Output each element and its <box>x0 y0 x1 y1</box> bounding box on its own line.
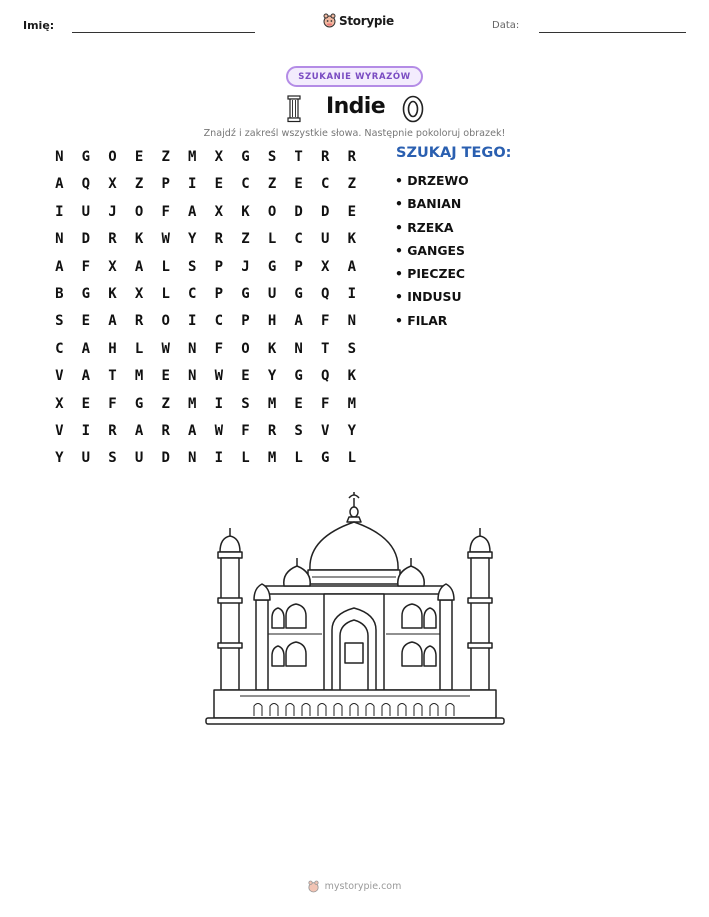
grid-letter[interactable]: Q <box>321 285 330 302</box>
instructions-text: Znajdź i zakreśl wszystkie słowa. Następnie pokoloruj obrazek! <box>203 128 506 139</box>
grid-row <box>46 449 365 476</box>
grid-row <box>46 340 365 367</box>
grid-letter[interactable]: R <box>321 149 330 165</box>
grid-letter[interactable]: O <box>134 203 144 220</box>
grid-letter[interactable]: R <box>161 422 170 439</box>
grid-letter[interactable]: G <box>241 285 250 302</box>
grid-letter[interactable]: G <box>267 258 277 275</box>
grid-letter[interactable]: X <box>321 258 330 275</box>
grid-letter[interactable]: I <box>55 203 64 220</box>
grid-letter[interactable]: L <box>161 258 170 275</box>
grid-letter[interactable]: G <box>241 149 250 165</box>
grid-letter[interactable]: U <box>321 231 330 248</box>
grid-letter[interactable]: A <box>81 368 91 385</box>
grid-letter[interactable]: Y <box>188 231 197 248</box>
grid-letter[interactable]: B <box>55 285 64 302</box>
grid-letter[interactable]: L <box>161 285 170 302</box>
grid-letter[interactable]: N <box>188 368 197 385</box>
grid-letter[interactable]: C <box>294 231 303 248</box>
grid-letter[interactable]: V <box>55 422 64 439</box>
grid-row <box>46 148 365 175</box>
grid-letter[interactable]: D <box>321 203 330 220</box>
grid-letter[interactable]: X <box>214 149 224 165</box>
taj-mahal-illustration <box>200 488 510 733</box>
grid-letter[interactable]: T <box>108 368 117 385</box>
grid-letter[interactable]: N <box>294 340 303 357</box>
grid-letter[interactable]: X <box>108 176 117 193</box>
grid-row <box>46 395 365 422</box>
grid-letter[interactable]: Z <box>161 395 170 412</box>
grid-letter[interactable]: M <box>347 395 357 412</box>
grid-letter[interactable]: E <box>294 176 303 193</box>
grid-letter[interactable]: Y <box>347 422 357 439</box>
grid-letter[interactable]: K <box>347 231 357 248</box>
grid-letter[interactable]: E <box>294 395 303 412</box>
grid-letter[interactable]: Z <box>347 176 357 193</box>
grid-letter[interactable]: X <box>134 285 144 302</box>
grid-letter[interactable]: J <box>241 258 250 275</box>
footer-url: mystorypie.com <box>324 881 402 892</box>
grid-letter[interactable]: C <box>321 176 330 193</box>
grid-letter[interactable]: W <box>161 231 170 248</box>
word-search-grid <box>46 148 365 477</box>
grid-letter[interactable]: F <box>81 258 91 275</box>
grid-row <box>46 312 365 339</box>
grid-letter[interactable]: R <box>134 313 144 330</box>
grid-letter[interactable]: X <box>55 395 64 412</box>
grid-letter[interactable]: A <box>294 313 303 330</box>
grid-letter[interactable]: N <box>55 149 64 165</box>
instructions <box>0 128 709 139</box>
grid-letter[interactable]: N <box>55 231 64 248</box>
grid-letter[interactable]: J <box>108 203 117 220</box>
grid-letter[interactable]: I <box>214 395 224 412</box>
grid-letter[interactable]: N <box>347 313 357 330</box>
grid-letter[interactable]: X <box>108 258 117 275</box>
grid-letter[interactable]: O <box>161 313 170 330</box>
grid-row <box>46 175 365 202</box>
grid-letter[interactable]: C <box>241 176 250 193</box>
grid-letter[interactable]: S <box>267 149 277 165</box>
grid-letter[interactable]: I <box>214 450 224 467</box>
grid-letter[interactable]: N <box>188 450 197 467</box>
grid-letter[interactable]: E <box>161 368 170 385</box>
grid-letter[interactable]: G <box>294 368 303 385</box>
grid-letter[interactable]: A <box>81 340 91 357</box>
grid-letter[interactable]: T <box>294 149 303 165</box>
grid-letter[interactable]: I <box>347 285 357 302</box>
grid-letter[interactable]: L <box>267 231 277 248</box>
word-list-title: SZUKAJ TEGO: <box>396 145 512 161</box>
grid-letter[interactable]: A <box>55 258 64 275</box>
grid-letter[interactable]: Q <box>81 176 91 193</box>
page-title: Indie <box>326 94 386 119</box>
grid-letter[interactable]: F <box>108 395 117 412</box>
grid-letter[interactable]: E <box>347 203 357 220</box>
word-list-item: • FILAR <box>395 312 448 328</box>
grid-letter[interactable]: R <box>108 422 117 439</box>
grid-letter[interactable]: K <box>134 231 144 248</box>
grid-letter[interactable]: Z <box>161 149 170 165</box>
activity-badge: SZUKANIE WYRAZÓW <box>286 66 423 87</box>
grid-letter[interactable]: S <box>347 340 357 357</box>
grid-letter[interactable]: C <box>55 340 64 357</box>
grid-letter[interactable]: M <box>134 368 144 385</box>
grid-letter[interactable]: K <box>267 340 277 357</box>
grid-letter[interactable]: F <box>321 313 330 330</box>
grid-row <box>46 230 365 257</box>
grid-letter[interactable]: C <box>188 285 197 302</box>
grid-letter[interactable]: Y <box>55 450 64 467</box>
grid-letter[interactable]: R <box>347 149 357 165</box>
grid-letter[interactable]: M <box>267 450 277 467</box>
date-label: Data: <box>492 20 520 31</box>
grid-letter[interactable]: K <box>347 368 357 385</box>
grid-letter[interactable]: U <box>81 203 91 220</box>
pillar-icon <box>287 95 301 123</box>
grid-letter[interactable]: Z <box>267 176 277 193</box>
grid-letter[interactable]: G <box>81 285 91 302</box>
grid-letter[interactable]: W <box>214 368 224 385</box>
grid-letter[interactable]: E <box>134 149 144 165</box>
name-label: Imię: <box>23 19 55 32</box>
grid-row <box>46 203 365 230</box>
grid-letter[interactable]: T <box>321 340 330 357</box>
grid-letter[interactable]: S <box>55 313 64 330</box>
grid-letter[interactable]: H <box>108 340 117 357</box>
word-list-item: • BANIAN <box>395 196 462 212</box>
grid-letter[interactable]: G <box>81 149 91 165</box>
grid-letter[interactable]: E <box>214 176 224 193</box>
grid-letter[interactable]: D <box>81 231 91 248</box>
word-list-item: • INDUSU <box>395 289 462 305</box>
grid-letter[interactable]: O <box>241 340 250 357</box>
grid-row <box>46 367 365 394</box>
grid-letter[interactable]: E <box>81 395 91 412</box>
grid-letter[interactable]: S <box>108 450 117 467</box>
grid-letter[interactable]: P <box>294 258 303 275</box>
grid-letter[interactable]: P <box>214 285 224 302</box>
grid-letter[interactable]: M <box>188 395 197 412</box>
grid-letter[interactable]: A <box>188 422 197 439</box>
word-list-item: • PIECZEC <box>395 266 466 282</box>
grid-letter[interactable]: V <box>321 422 330 439</box>
grid-letter[interactable]: C <box>214 313 224 330</box>
grid-letter[interactable]: N <box>188 340 197 357</box>
grid-letter[interactable]: F <box>321 395 330 412</box>
storypie-logo-icon <box>308 880 319 893</box>
word-list-item: • RZEKA <box>395 219 454 235</box>
grid-letter[interactable]: F <box>214 340 224 357</box>
grid-letter[interactable]: A <box>108 313 117 330</box>
grid-letter[interactable]: X <box>214 203 224 220</box>
grid-letter[interactable]: L <box>134 340 144 357</box>
brand-logo <box>323 13 394 28</box>
grid-letter[interactable]: S <box>294 422 303 439</box>
grid-letter[interactable]: R <box>267 422 277 439</box>
title-row <box>0 94 709 124</box>
grid-letter[interactable]: I <box>81 422 91 439</box>
grid-letter[interactable]: G <box>134 395 144 412</box>
date-line <box>539 32 686 33</box>
grid-letter[interactable]: W <box>161 340 170 357</box>
grid-letter[interactable]: K <box>108 285 117 302</box>
name-line <box>72 32 255 33</box>
grid-letter[interactable]: Z <box>241 231 250 248</box>
grid-letter[interactable]: G <box>294 285 303 302</box>
grid-letter[interactable]: S <box>188 258 197 275</box>
grid-letter[interactable]: W <box>214 422 224 439</box>
grid-letter[interactable]: U <box>134 450 144 467</box>
grid-letter[interactable]: A <box>188 203 197 220</box>
grid-letter[interactable]: U <box>267 285 277 302</box>
grid-letter[interactable]: O <box>267 203 277 220</box>
grid-letter[interactable]: A <box>347 258 357 275</box>
word-list <box>395 172 469 335</box>
grid-letter[interactable]: P <box>161 176 170 193</box>
grid-letter[interactable]: G <box>321 450 330 467</box>
grid-letter[interactable]: R <box>214 231 224 248</box>
grid-letter[interactable]: U <box>81 450 91 467</box>
grid-letter[interactable]: S <box>241 395 250 412</box>
grid-letter[interactable]: D <box>294 203 303 220</box>
grid-letter[interactable]: I <box>188 313 197 330</box>
grid-letter[interactable]: P <box>241 313 250 330</box>
grid-row <box>46 422 365 449</box>
brand-name: Storypie <box>339 13 394 28</box>
storypie-logo-icon <box>323 13 336 28</box>
grid-letter[interactable]: E <box>81 313 91 330</box>
grid-letter[interactable]: F <box>241 422 250 439</box>
grid-letter[interactable]: F <box>161 203 170 220</box>
grid-letter[interactable]: O <box>108 149 117 165</box>
zero-outline-icon <box>402 95 424 123</box>
grid-letter[interactable]: E <box>241 368 250 385</box>
word-list-item: • DRZEWO <box>395 173 469 188</box>
grid-letter[interactable]: V <box>55 368 64 385</box>
grid-letter[interactable]: Z <box>134 176 144 193</box>
grid-letter[interactable]: Q <box>321 368 330 385</box>
grid-letter[interactable]: A <box>134 258 144 275</box>
grid-letter[interactable]: P <box>214 258 224 275</box>
grid-letter[interactable]: R <box>108 231 117 248</box>
grid-letter[interactable]: A <box>134 422 144 439</box>
grid-letter[interactable]: M <box>267 395 277 412</box>
grid-letter[interactable]: H <box>267 313 277 330</box>
grid-letter[interactable]: M <box>188 149 197 165</box>
grid-letter[interactable]: L <box>347 450 357 467</box>
grid-letter[interactable]: Y <box>267 368 277 385</box>
grid-row <box>46 258 365 285</box>
grid-letter[interactable]: I <box>188 176 197 193</box>
grid-letter[interactable]: D <box>161 450 170 467</box>
grid-letter[interactable]: L <box>241 450 250 467</box>
grid-letter[interactable]: A <box>55 176 64 193</box>
grid-letter[interactable]: K <box>241 203 250 220</box>
grid-row <box>46 285 365 312</box>
grid-letter[interactable]: L <box>294 450 303 467</box>
word-list-item: • GANGES <box>395 242 465 258</box>
footer <box>0 880 709 893</box>
